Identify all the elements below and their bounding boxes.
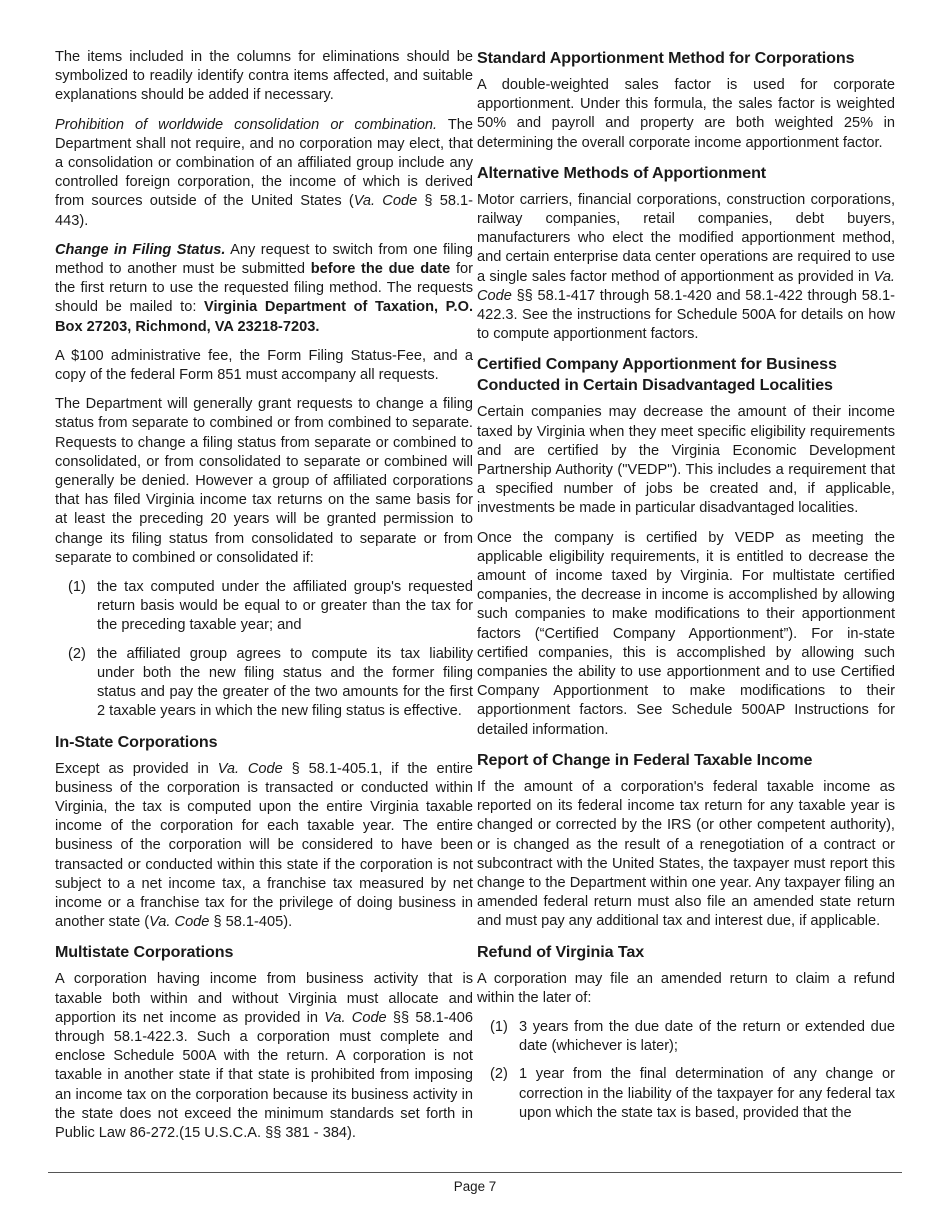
filing-status-conditions-list	[55, 578, 473, 721]
heading-certified-company-apportionment: Certified Company Apportionment for Business Conducted in Certain Disadvantaged Localities	[477, 355, 837, 395]
right-column	[477, 48, 895, 1153]
page-number-footer: Page 7	[453, 1179, 497, 1194]
prohibition-citation: Va. Code	[353, 193, 418, 210]
paragraph-standard-apportionment: A double-weighted sales factor is used for corporate apportionment. Under this formula, the sales factor is weighted 50% and payroll and property are both weighted 25% in determining the overall corporate income apportionment factor.	[477, 77, 895, 151]
change-filing-status-body-b: for the first return to use the requested filing method. The requests should be mailed to:	[55, 261, 473, 316]
paragraph-change-in-filing-status	[55, 241, 473, 337]
change-filing-status-bold-due-date: before the due date	[310, 261, 451, 278]
paragraph-refund-intro: A corporation may file an amended return to claim a refund within the later of:	[477, 970, 895, 1006]
paragraph-certified-companies: Certain companies may decrease the amount of their income taxed by Virginia when they meet specific eligibility requirements and are certified by the Virginia Economic Development Partnership Authority ("VEDP"). This includes a requirement that a specified number of jobs be created and, if applicable, investments be made in particular disadvantaged localities.	[477, 404, 895, 517]
change-filing-status-lead: Change in Filing Status.	[55, 241, 226, 258]
two-column-body	[55, 48, 895, 1153]
heading-refund-of-virginia-tax: Refund of Virginia Tax	[477, 942, 645, 961]
footer-divider	[48, 1172, 902, 1173]
heading-multistate-corporations: Multistate Corporations	[55, 943, 234, 962]
list-marker: (2)	[490, 1066, 508, 1083]
list-item-text: 3 years from the due date of the return or extended due date (whichever is later);	[519, 1018, 895, 1055]
paragraph-eliminations: The items included in the columns for eliminations should be symbolized to readily identify contra items affected, and suitable explanations should be added if necessary.	[55, 49, 473, 104]
in-state-body-a: Except as provided in	[55, 760, 218, 777]
list-item-text: 1 year from the final determination of any change or correction in the liability of the taxpayer for any federal tax upon which the state tax is based, provided that the	[519, 1066, 895, 1121]
heading-in-state-corporations: In-State Corporations	[55, 732, 218, 751]
list-marker: (2)	[68, 645, 86, 662]
change-filing-status-mailing-address: Virginia Department of Taxation, P.O. Box 27203, Richmond, VA 23218-7203.	[55, 299, 473, 335]
heading-standard-apportionment-method: Standard Apportionment Method for Corporations	[477, 49, 855, 67]
list-item	[477, 1065, 895, 1123]
paragraph-report-of-change: If the amount of a corporation's federal taxable income as reported on its federal income tax return for any taxable year is changed or corrected by the IRS (or other competent authority), or is changed as the result of a renegotiation of a contract or subcontract with the United States, the taxpayer must report this change to the Department within one year. Any taxpayer filing an amended federal return must also file an amended state return and must pay any additional tax and interest due, if applicable.	[477, 778, 895, 930]
multistate-body-b: §§ 58.1-406 through 58.1-422.3. Such a corporation must complete and enclose Schedule 500A with the return. A corporation is not taxable in another state if that state is prohibited from imposing an income tax on the corporation because its business activity in the state does not exceed the minimum standards set forth in Public Law 86-272.(15 U.S.C.A. §§ 381 - 384).	[55, 1009, 474, 1141]
list-item-text: the affiliated group agrees to compute its tax liability under both the new filing status and the former filing status and pay the greater of the two amounts for the first 2 taxable years in which the new filing status is effective.	[97, 645, 473, 720]
refund-conditions-list	[477, 1018, 895, 1123]
change-filing-status-body-a: Any request to switch from one filing method to another must be submitted	[55, 241, 473, 278]
alternative-methods-body-b: §§ 58.1-417 through 58.1-420 and 58.1-422 through 58.1-422.3. See the instructions for Schedule 500A for details on how to compute apportionment factors.	[477, 287, 895, 343]
paragraph-administrative-fee: A $100 administrative fee, the Form Filing Status-Fee, and a copy of the federal Form 851 must accompany all requests.	[55, 347, 473, 384]
prohibition-body-a: The Department shall not require, and no corporation may elect, that a consolidation or combination of an affiliated group include any controlled foreign corporation, the income of which is derived from sources outside of the United States (	[55, 116, 473, 210]
paragraph-in-state-corporations	[55, 760, 473, 933]
multistate-citation: Va. Code	[324, 1009, 387, 1026]
list-item-text: the tax computed under the affiliated group's requested return basis would be equal to or greater than the tax for the preceding taxable year; and	[97, 579, 473, 634]
in-state-body-b: § 58.1-405.1, if the entire business of the corporation is transacted or conducted within Virginia, the tax is computed upon the entire Virginia taxable income of the corporation for each taxable year. The entire business of the corporation will be considered to have been transacted or conducted within this state if the corporation is not subject to a net income tax, a franchise tax measured by net income or a franchise tax for the privilege of doing business in another state (	[55, 760, 473, 931]
list-marker: (1)	[68, 579, 86, 596]
alternative-methods-body-a: Motor carriers, financial corporations, construction corporations, railway companies, retail companies, debt buyers, manufacturers who elect the modified apportionment method, and certain enterprise data center operations are required to use a single sales factor method of apportionment as provided in	[477, 191, 895, 285]
list-marker: (1)	[490, 1018, 508, 1035]
multistate-body-a: A corporation having income from business activity that is taxable both within and without Virginia must allocate and apportion its net income as provided in	[55, 971, 473, 1026]
list-item	[477, 1018, 895, 1056]
paragraph-alternative-methods	[477, 191, 895, 345]
prohibition-lead-italic: Prohibition of worldwide consolidation or combination.	[55, 116, 438, 133]
list-item	[55, 578, 473, 636]
prohibition-body-b: § 58.1- 443).	[55, 193, 473, 229]
in-state-citation-b: Va. Code	[149, 914, 210, 931]
in-state-citation-a: Va. Code	[217, 760, 283, 777]
paragraph-prohibition-worldwide-consolidation	[55, 116, 473, 231]
paragraph-multistate-corporations	[55, 970, 473, 1143]
alternative-methods-citation: Va. Code	[477, 268, 895, 304]
in-state-body-c: § 58.1-405).	[209, 914, 293, 931]
list-item	[55, 645, 473, 722]
left-column	[55, 48, 473, 1153]
heading-report-of-change-federal-taxable-income: Report of Change in Federal Taxable Income	[477, 750, 813, 769]
paragraph-department-grant-requests: The Department will generally grant requests to change a filing status from separate to combined or from combined to separate. Requests to change a filing status from separate or combined to consolidated, or from consolidated to separate or combined will generally be denied. However a group of affiliated corporations that has filed Virginia income tax returns on the same basis for at least the preceding 20 years will be granted permission to change its filing status from consolidated to separate or from separate to combined or consolidated if:	[55, 396, 473, 566]
paragraph-once-certified-by-vedp: Once the company is certified by VEDP as meeting the applicable eligibility requirements, it is entitled to decrease the amount of income taxed by Virginia. For multistate certified companies, the decrease in income is accomplished by allowing such companies to make modifications to their apportionment factors (“Certified Company Apportionment”). For in-state certified companies, this is accomplished by allowing such companies the ability to use apportionment and to use Certified Company Apportionment to make modifications to their apportionment factors. See Schedule 500AP Instructions for detailed information.	[477, 529, 895, 738]
heading-alternative-methods-of-apportionment: Alternative Methods of Apportionment	[477, 163, 767, 182]
